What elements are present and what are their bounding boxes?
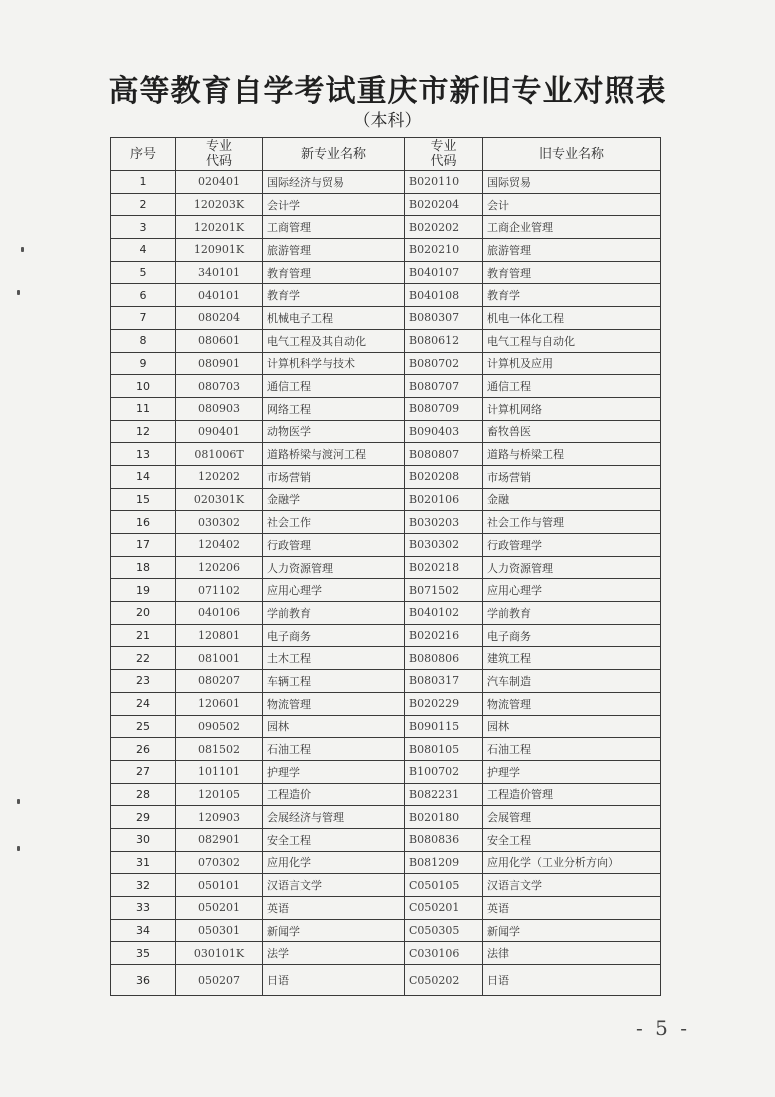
cell-new-code: 080601 (176, 329, 263, 352)
cell-new-name: 教育管理 (263, 261, 405, 284)
cell-old-code: B030203 (405, 511, 483, 534)
cell-new-name: 土木工程 (263, 647, 405, 670)
table-row (111, 171, 661, 194)
cell-seq: 30 (111, 828, 176, 851)
table-row (111, 919, 661, 942)
cell-old-name: 通信工程 (483, 375, 661, 398)
cell-old-name: 法律 (483, 942, 661, 965)
cell-old-name: 电子商务 (483, 624, 661, 647)
cell-new-name: 计算机科学与技术 (263, 352, 405, 375)
cell-new-name: 动物医学 (263, 420, 405, 443)
cell-seq: 14 (111, 465, 176, 488)
cell-new-name: 英语 (263, 897, 405, 920)
margin-mark (17, 846, 20, 851)
cell-new-name: 车辆工程 (263, 670, 405, 693)
cell-old-name: 旅游管理 (483, 239, 661, 262)
cell-old-code: B080317 (405, 670, 483, 693)
cell-new-code: 050101 (176, 874, 263, 897)
cell-old-code: B020210 (405, 239, 483, 262)
cell-old-name: 应用化学（工业分析方向） (483, 851, 661, 874)
cell-old-name: 英语 (483, 897, 661, 920)
table-row (111, 670, 661, 693)
cell-old-name: 市场营销 (483, 465, 661, 488)
cell-seq: 9 (111, 352, 176, 375)
table-row (111, 692, 661, 715)
cell-new-code: 120402 (176, 534, 263, 557)
cell-new-name: 护理学 (263, 760, 405, 783)
table-row (111, 488, 661, 511)
cell-old-code: B020218 (405, 556, 483, 579)
header-new-name: 新专业名称 (263, 138, 405, 171)
cell-seq: 26 (111, 738, 176, 761)
cell-old-code: B080806 (405, 647, 483, 670)
cell-seq: 6 (111, 284, 176, 307)
cell-seq: 33 (111, 897, 176, 920)
table-row (111, 828, 661, 851)
cell-new-code: 081502 (176, 738, 263, 761)
cell-new-code: 071102 (176, 579, 263, 602)
cell-new-code: 090502 (176, 715, 263, 738)
cell-new-name: 机械电子工程 (263, 307, 405, 330)
table-row (111, 647, 661, 670)
cell-seq: 8 (111, 329, 176, 352)
cell-new-name: 行政管理 (263, 534, 405, 557)
cell-new-name: 电子商务 (263, 624, 405, 647)
table-row (111, 806, 661, 829)
cell-new-code: 050207 (176, 965, 263, 996)
cell-old-name: 工商企业管理 (483, 216, 661, 239)
table-row (111, 760, 661, 783)
table-row (111, 397, 661, 420)
cell-seq: 2 (111, 193, 176, 216)
cell-new-name: 会计学 (263, 193, 405, 216)
cell-new-code: 120203K (176, 193, 263, 216)
cell-old-name: 机电一体化工程 (483, 307, 661, 330)
cell-old-code: B040108 (405, 284, 483, 307)
table-row (111, 216, 661, 239)
cell-old-name: 学前教育 (483, 602, 661, 625)
cell-seq: 13 (111, 443, 176, 466)
cell-old-code: C050201 (405, 897, 483, 920)
cell-seq: 15 (111, 488, 176, 511)
table-row (111, 511, 661, 534)
cell-old-code: B020110 (405, 171, 483, 194)
cell-old-name: 护理学 (483, 760, 661, 783)
table-row (111, 375, 661, 398)
cell-old-name: 道路与桥梁工程 (483, 443, 661, 466)
page-number: - 5 - (636, 1016, 690, 1040)
cell-new-name: 日语 (263, 965, 405, 996)
table-row (111, 239, 661, 262)
cell-new-name: 园林 (263, 715, 405, 738)
cell-old-name: 会展管理 (483, 806, 661, 829)
table-row (111, 965, 661, 996)
cell-seq: 18 (111, 556, 176, 579)
cell-old-name: 物流管理 (483, 692, 661, 715)
cell-new-name: 电气工程及其自动化 (263, 329, 405, 352)
cell-old-name: 会计 (483, 193, 661, 216)
cell-old-code: B040107 (405, 261, 483, 284)
table-row (111, 602, 661, 625)
cell-old-code: B081209 (405, 851, 483, 874)
table-row (111, 624, 661, 647)
cell-new-name: 国际经济与贸易 (263, 171, 405, 194)
cell-old-code: B030302 (405, 534, 483, 557)
cell-seq: 12 (111, 420, 176, 443)
cell-seq: 32 (111, 874, 176, 897)
cell-old-code: B082231 (405, 783, 483, 806)
cell-seq: 7 (111, 307, 176, 330)
cell-new-code: 070302 (176, 851, 263, 874)
cell-new-code: 101101 (176, 760, 263, 783)
table-row (111, 579, 661, 602)
cell-new-name: 通信工程 (263, 375, 405, 398)
cell-old-code: B020216 (405, 624, 483, 647)
cell-old-code: B080807 (405, 443, 483, 466)
cell-old-name: 教育学 (483, 284, 661, 307)
margin-mark (17, 290, 20, 295)
cell-seq: 24 (111, 692, 176, 715)
cell-new-name: 教育学 (263, 284, 405, 307)
cell-old-code: C050105 (405, 874, 483, 897)
cell-old-name: 畜牧兽医 (483, 420, 661, 443)
cell-old-code: B071502 (405, 579, 483, 602)
header-seq: 序号 (111, 138, 176, 171)
cell-new-code: 040101 (176, 284, 263, 307)
cell-new-code: 050201 (176, 897, 263, 920)
cell-old-name: 园林 (483, 715, 661, 738)
cell-new-code: 080903 (176, 397, 263, 420)
cell-new-name: 石油工程 (263, 738, 405, 761)
table-row (111, 942, 661, 965)
cell-new-code: 081006T (176, 443, 263, 466)
cell-seq: 1 (111, 171, 176, 194)
cell-seq: 34 (111, 919, 176, 942)
cell-old-name: 新闻学 (483, 919, 661, 942)
cell-seq: 11 (111, 397, 176, 420)
cell-seq: 21 (111, 624, 176, 647)
cell-old-name: 电气工程与自动化 (483, 329, 661, 352)
cell-old-name: 汽车制造 (483, 670, 661, 693)
cell-old-code: B020106 (405, 488, 483, 511)
document-title: 高等教育自学考试重庆市新旧专业对照表 (108, 74, 667, 109)
cell-seq: 29 (111, 806, 176, 829)
cell-seq: 25 (111, 715, 176, 738)
cell-old-code: B020180 (405, 806, 483, 829)
cell-old-code: B100702 (405, 760, 483, 783)
header-new-code: 专业 代码 (176, 138, 263, 171)
table-row (111, 897, 661, 920)
table-body (111, 171, 661, 996)
document-subtitle: （本科） (353, 111, 422, 131)
cell-new-code: 120105 (176, 783, 263, 806)
cell-new-code: 120202 (176, 465, 263, 488)
cell-new-code: 080207 (176, 670, 263, 693)
cell-new-name: 金融学 (263, 488, 405, 511)
cell-new-name: 物流管理 (263, 692, 405, 715)
cell-new-code: 080204 (176, 307, 263, 330)
cell-old-name: 应用心理学 (483, 579, 661, 602)
cell-old-name: 行政管理学 (483, 534, 661, 557)
cell-old-name: 建筑工程 (483, 647, 661, 670)
cell-old-code: C050305 (405, 919, 483, 942)
cell-new-code: 082901 (176, 828, 263, 851)
cell-seq: 36 (111, 965, 176, 996)
margin-mark (21, 247, 24, 252)
header-old-name: 旧专业名称 (483, 138, 661, 171)
cell-new-code: 120801 (176, 624, 263, 647)
cell-new-name: 市场营销 (263, 465, 405, 488)
cell-new-code: 120901K (176, 239, 263, 262)
table-row (111, 874, 661, 897)
table-row (111, 738, 661, 761)
cell-new-code: 040106 (176, 602, 263, 625)
cell-new-code: 120201K (176, 216, 263, 239)
table-row (111, 420, 661, 443)
cell-new-code: 020301K (176, 488, 263, 511)
table-row (111, 851, 661, 874)
cell-new-code: 080703 (176, 375, 263, 398)
cell-seq: 20 (111, 602, 176, 625)
cell-new-code: 080901 (176, 352, 263, 375)
cell-seq: 17 (111, 534, 176, 557)
header-old-code: 专业 代码 (405, 138, 483, 171)
cell-new-code: 081001 (176, 647, 263, 670)
cell-old-code: B080709 (405, 397, 483, 420)
cell-old-code: B090403 (405, 420, 483, 443)
cell-old-name: 教育管理 (483, 261, 661, 284)
cell-old-code: C050202 (405, 965, 483, 996)
cell-old-code: B080836 (405, 828, 483, 851)
cell-new-name: 网络工程 (263, 397, 405, 420)
table-row (111, 307, 661, 330)
cell-new-name: 会展经济与管理 (263, 806, 405, 829)
cell-seq: 27 (111, 760, 176, 783)
margin-mark (17, 799, 20, 804)
cell-new-name: 新闻学 (263, 919, 405, 942)
cell-new-code: 120206 (176, 556, 263, 579)
cell-seq: 23 (111, 670, 176, 693)
cell-new-code: 020401 (176, 171, 263, 194)
cell-new-name: 法学 (263, 942, 405, 965)
table-row (111, 261, 661, 284)
table-header-row (111, 138, 661, 171)
table-row (111, 329, 661, 352)
cell-seq: 4 (111, 239, 176, 262)
table-row (111, 352, 661, 375)
table-row (111, 715, 661, 738)
cell-new-code: 340101 (176, 261, 263, 284)
cell-new-name: 旅游管理 (263, 239, 405, 262)
cell-old-code: B080307 (405, 307, 483, 330)
cell-old-name: 社会工作与管理 (483, 511, 661, 534)
cell-new-name: 汉语言文学 (263, 874, 405, 897)
cell-seq: 19 (111, 579, 176, 602)
cell-old-code: B080105 (405, 738, 483, 761)
table-row (111, 534, 661, 557)
cell-new-name: 人力资源管理 (263, 556, 405, 579)
cell-old-code: B080702 (405, 352, 483, 375)
cell-seq: 3 (111, 216, 176, 239)
cell-new-name: 学前教育 (263, 602, 405, 625)
cell-old-name: 人力资源管理 (483, 556, 661, 579)
cell-new-name: 社会工作 (263, 511, 405, 534)
cell-new-code: 030101K (176, 942, 263, 965)
cell-new-code: 120601 (176, 692, 263, 715)
table-row (111, 284, 661, 307)
table-row (111, 193, 661, 216)
table-row (111, 465, 661, 488)
cell-old-name: 安全工程 (483, 828, 661, 851)
cell-new-code: 120903 (176, 806, 263, 829)
cell-old-code: B020208 (405, 465, 483, 488)
cell-seq: 22 (111, 647, 176, 670)
cell-seq: 16 (111, 511, 176, 534)
cell-old-code: B090115 (405, 715, 483, 738)
cell-old-code: B020202 (405, 216, 483, 239)
cell-new-name: 应用化学 (263, 851, 405, 874)
cell-old-name: 金融 (483, 488, 661, 511)
cell-new-name: 工商管理 (263, 216, 405, 239)
cell-new-code: 090401 (176, 420, 263, 443)
cell-seq: 31 (111, 851, 176, 874)
cell-new-code: 050301 (176, 919, 263, 942)
table-row (111, 443, 661, 466)
table-row (111, 556, 661, 579)
cell-old-name: 汉语言文学 (483, 874, 661, 897)
cell-seq: 35 (111, 942, 176, 965)
cell-new-name: 工程造价 (263, 783, 405, 806)
cell-new-name: 应用心理学 (263, 579, 405, 602)
cell-old-name: 国际贸易 (483, 171, 661, 194)
cell-old-name: 石油工程 (483, 738, 661, 761)
cell-old-code: B080707 (405, 375, 483, 398)
cell-old-name: 工程造价管理 (483, 783, 661, 806)
cell-new-name: 道路桥梁与渡河工程 (263, 443, 405, 466)
cell-old-code: B040102 (405, 602, 483, 625)
cell-old-name: 计算机及应用 (483, 352, 661, 375)
cell-old-code: B080612 (405, 329, 483, 352)
major-mapping-table (110, 137, 661, 996)
cell-seq: 5 (111, 261, 176, 284)
cell-seq: 10 (111, 375, 176, 398)
table-row (111, 783, 661, 806)
cell-new-name: 安全工程 (263, 828, 405, 851)
cell-old-code: B020229 (405, 692, 483, 715)
cell-new-code: 030302 (176, 511, 263, 534)
cell-old-code: C030106 (405, 942, 483, 965)
cell-old-code: B020204 (405, 193, 483, 216)
cell-old-name: 计算机网络 (483, 397, 661, 420)
cell-old-name: 日语 (483, 965, 661, 996)
cell-seq: 28 (111, 783, 176, 806)
